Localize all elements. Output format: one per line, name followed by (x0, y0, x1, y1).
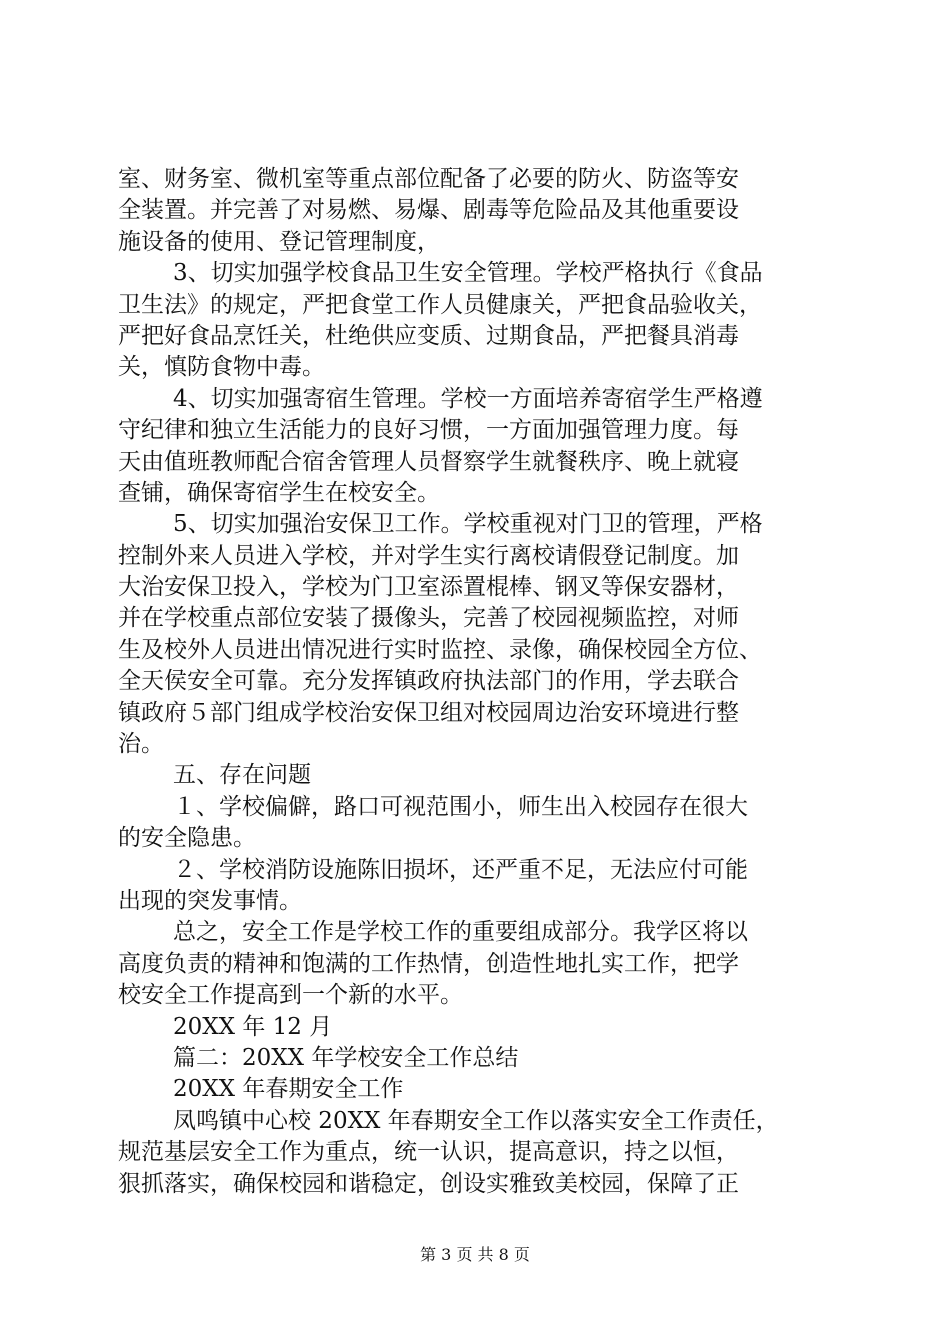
text-line: 3、切实加强学校食品卫生安全管理。学校严格执行《食品 (173, 260, 763, 287)
section-heading: 篇二：20XX 年学校安全工作总结 (173, 1044, 519, 1071)
text-line: 凤鸣镇中心校 20XX 年春期安全工作以落实安全工作责任， (173, 1107, 779, 1134)
text-line: 查铺，确保寄宿学生在校安全。 (118, 479, 440, 506)
page-number-footer: 第 3 页 共 8 页 (420, 1245, 530, 1264)
text-line: 出现的突发事情。 (118, 887, 302, 914)
text-line: 施设备的使用、登记管理制度， (118, 228, 440, 255)
text-line: 镇政府５部门组成学校治安保卫组对校园周边治安环境进行整 (118, 699, 739, 726)
text-line: 并在学校重点部位安装了摄像头，完善了校园视频监控，对师 (118, 605, 739, 632)
text-line: 校安全工作提高到一个新的水平。 (118, 982, 463, 1009)
text-line: 室、财务室、微机室等重点部位配备了必要的防火、防盗等安 (118, 166, 739, 192)
text-line: 天由值班教师配合宿舍管理人员督察学生就餐秩序、晚上就寝 (118, 448, 739, 475)
text-line: 狠抓落实，确保校园和谐稳定，创设实雅致美校园，保障了正 (118, 1170, 739, 1197)
text-line: 大治安保卫投入，学校为门卫室添置棍棒、钢叉等保安器材， (118, 574, 739, 601)
section-heading: 五、存在问题 (173, 762, 311, 789)
text-line: 守纪律和独立生活能力的良好习惯，一方面加强管理力度。每 (118, 417, 739, 444)
text-line: 4、切实加强寄宿生管理。学校一方面培养寄宿学生严格遵 (173, 385, 763, 412)
text-line: 全装置。并完善了对易燃、易爆、剧毒等危险品及其他重要设 (118, 197, 739, 224)
date-line: 20XX 年 12 月 (173, 1013, 333, 1040)
text-line: 高度负责的精神和饱满的工作热情，创造性地扎实工作，把学 (118, 950, 739, 977)
text-line: 控制外来人员进入学校，并对学生实行离校请假登记制度。加 (118, 542, 739, 569)
text-line: 全天侯安全可靠。充分发挥镇政府执法部门的作用，学去联合 (118, 668, 739, 695)
text-line: 严把好食品烹饪关，杜绝供应变质、过期食品，严把餐具消毒 (118, 322, 739, 349)
text-line: 的安全隐患。 (118, 825, 256, 852)
text-line: 总之，安全工作是学校工作的重要组成部分。我学区将以 (173, 919, 748, 946)
text-line: 治。 (118, 731, 164, 758)
text-line: 卫生法》的规定，严把食堂工作人员健康关，严把食品验收关， (118, 291, 762, 318)
text-line: 5、切实加强治安保卫工作。学校重视对门卫的管理，严格 (173, 511, 763, 538)
text-line: １、学校偏僻，路口可视范围小，师生出入校园存在很大 (173, 793, 748, 820)
text-line: 关，慎防食物中毒。 (118, 354, 325, 381)
text-line: 生及校外人员进出情况进行实时监控、录像，确保校园全方位、 (118, 636, 762, 663)
subheading: 20XX 年春期安全工作 (173, 1076, 404, 1103)
text-line: ２、学校消防设施陈旧损坏，还严重不足，无法应付可能 (173, 856, 748, 883)
document-body (118, 164, 832, 1200)
text-line: 规范基层安全工作为重点，统一认识，提高意识，持之以恒， (118, 1139, 739, 1166)
